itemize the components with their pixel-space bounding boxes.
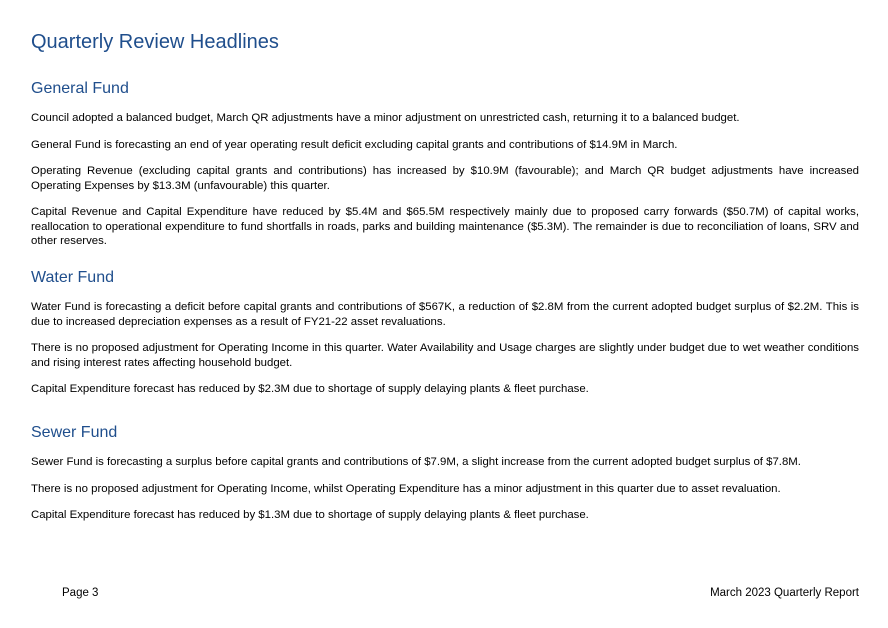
page-title: Quarterly Review Headlines <box>31 31 279 53</box>
section-heading: General Fund <box>31 80 129 97</box>
paragraph: Capital Revenue and Capital Expenditure have reduced by $5.4M and $65.5M respectively mainly due to proposed carry forwards ($50.7M) of capital works, reallocation to operational expenditure to fund shortfalls in roads, parks and building maintenance ($5.3M). The remainder is due to reconciliation of loans, SRV and other reserves. <box>31 206 859 247</box>
paragraph: Council adopted a balanced budget, March QR adjustments have a minor adjustment on unrestricted cash, returning it to a balanced budget. <box>31 112 740 124</box>
paragraph: There is no proposed adjustment for Operating Income in this quarter. Water Availability and Usage charges are slightly under budget due to wet weather conditions and rising interest rates affecting household budget. <box>31 342 859 369</box>
paragraph: Operating Revenue (excluding capital grants and contributions) has increased by $10.9M (favourable); and March QR budget adjustments have increased Operating Expenses by $13.3M (unfavourable) this quarter. <box>31 165 859 192</box>
paragraph: There is no proposed adjustment for Operating Income, whilst Operating Expenditure has a minor adjustment in this quarter due to asset revaluation. <box>31 482 781 495</box>
section-sewer-fund <box>31 423 859 535</box>
footer-page-number: Page 3 <box>62 587 99 599</box>
paragraph: Sewer Fund is forecasting a surplus before capital grants and contributions of $7.9M, a slight increase from the current adopted budget surplus of $7.8M. <box>31 456 801 468</box>
section-heading: Water Fund <box>31 269 114 286</box>
paragraph: Water Fund is forecasting a deficit before capital grants and contributions of $567K, a reduction of $2.8M from the current adopted budget surplus of $2.2M. This is due to increased depreciation expenses as a result of FY21-22 asset revaluations. <box>31 301 859 328</box>
paragraph: Capital Expenditure forecast has reduced by $2.3M due to shortage of supply delaying plants & fleet purchase. <box>31 383 589 395</box>
paragraph: Capital Expenditure forecast has reduced by $1.3M due to shortage of supply delaying plants & fleet purchase. <box>31 509 589 521</box>
section-water-fund <box>31 268 859 409</box>
paragraph: General Fund is forecasting an end of year operating result deficit excluding capital grants and contributions of $14.9M in March. <box>31 138 678 151</box>
section-heading: Sewer Fund <box>31 424 118 441</box>
section-general-fund <box>31 79 859 261</box>
footer-report-title: March 2023 Quarterly Report <box>710 587 859 599</box>
